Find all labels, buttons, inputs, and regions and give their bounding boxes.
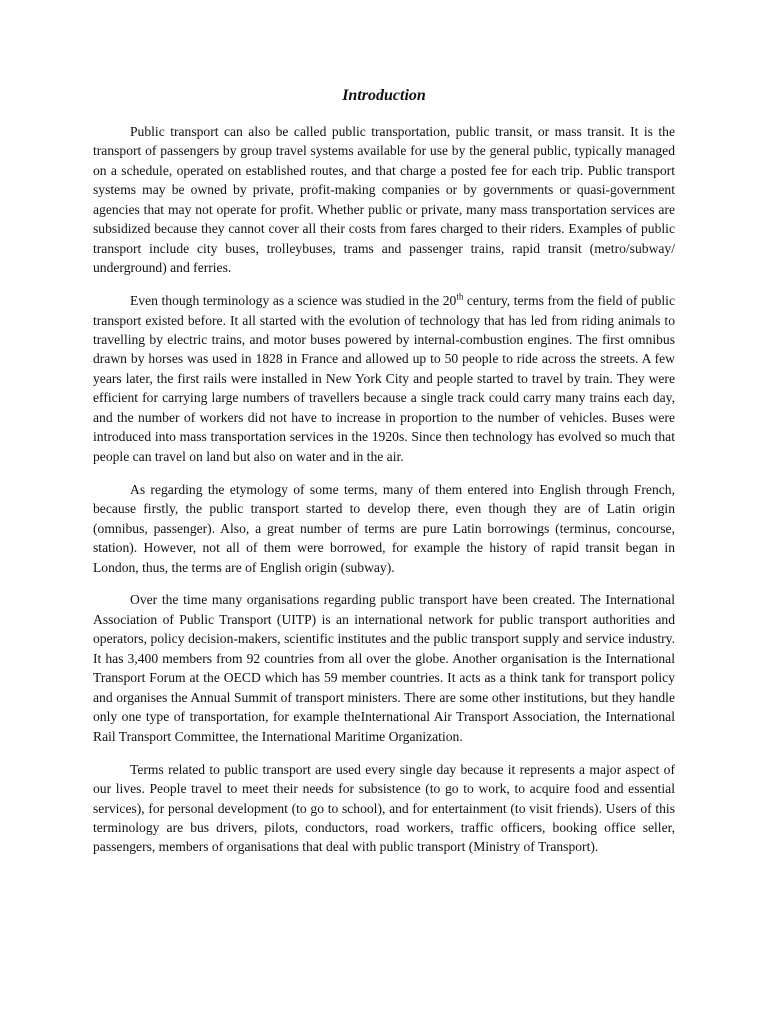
paragraph-definition: Public transport can also be called public transportation, public transit, or mass transit. It is the transport of passengers by group travel systems available for use by the general public, typically managed on a schedule, operated on established routes, and that charge a posted fee for each trip. Public transport systems may be owned by private, profit-making companies or by governments or quasi-government agencies that may not operate for profit. Whether public or private, many mass transportation services are subsidized because they cannot cover all their costs from fares charged to their riders. Examples of public transport include city buses, trolleybuses, trams and passenger trains, rapid transit (metro/subway/ underground) and ferries. [93,124,675,276]
paragraph-usage: Terms related to public transport are used every single day because it represents a major aspect of our lives. People travel to meet their needs for subsistence (to go to work, to acquire food and essential services), for personal development (to go to school), and for entertainment (to visit friends). Users of this terminology are bus drivers, pilots, conductors, road workers, traffic officers, booking office seller, passengers, members of organisations that deal with public transport (Ministry of Transport). [93,761,675,855]
paragraph-organisations: Over the time many organisations regarding public transport have been created. The International Association of Public Transport (UITP) is an international network for public transport authorities and operators, policy decision-makers, scientific institutes and the public transport supply and service industry. It has 3,400 members from 92 countries from all over the globe. Another organisation is the International Transport Forum at the OECD which has 59 member countries. It acts as a think tank for transport policy and organises the Annual Summit of transport ministers. There are some other institutions, but they handle only one type of transportation, for example theInternational Air Transport Association, the International Rail Transport Committee, the International Maritime Organization. [93,592,675,744]
century-superscript: th [456,291,464,302]
document-body [93,122,675,870]
paragraph-etymology: As regarding the etymology of some terms, many of them entered into English through French, because firstly, the public transport started to develop there, even though they are of Latin origin (omnibus, passenger). Also, a great number of terms are pure Latin borrowings (terminus, concourse, station). However, not all of them were borrowed, for example the history of rapid transit began in London, thus, the terms are of English origin (subway). [93,481,675,575]
paragraph-history [93,291,675,466]
paragraph-history-text-start: Even though terminology as a science was studied in the 20 [130,293,457,309]
paragraph-history-text-end: century, terms from the field of public transport existed before. It all started with the evolution of technology that has led from riding animals to travelling by electric trains, and motor buses powered by internal-combustion engines. The first omnibus drawn by horses was used in 1828 in France and allowed up to 50 people to ride across the streets. A few years later, the first rails were installed in New York City and people started to travel by train. They were efficient for carrying large numbers of travellers because a single track could carry many trains each day, and the number of workers did not have to increase in proportion to the number of vehicles. Buses were introduced into mass transportation services in the 1920s. Since then technology has evolved so much that people can travel on land but also on water and in the air. [93,293,675,464]
page-title: Introduction [342,87,426,104]
